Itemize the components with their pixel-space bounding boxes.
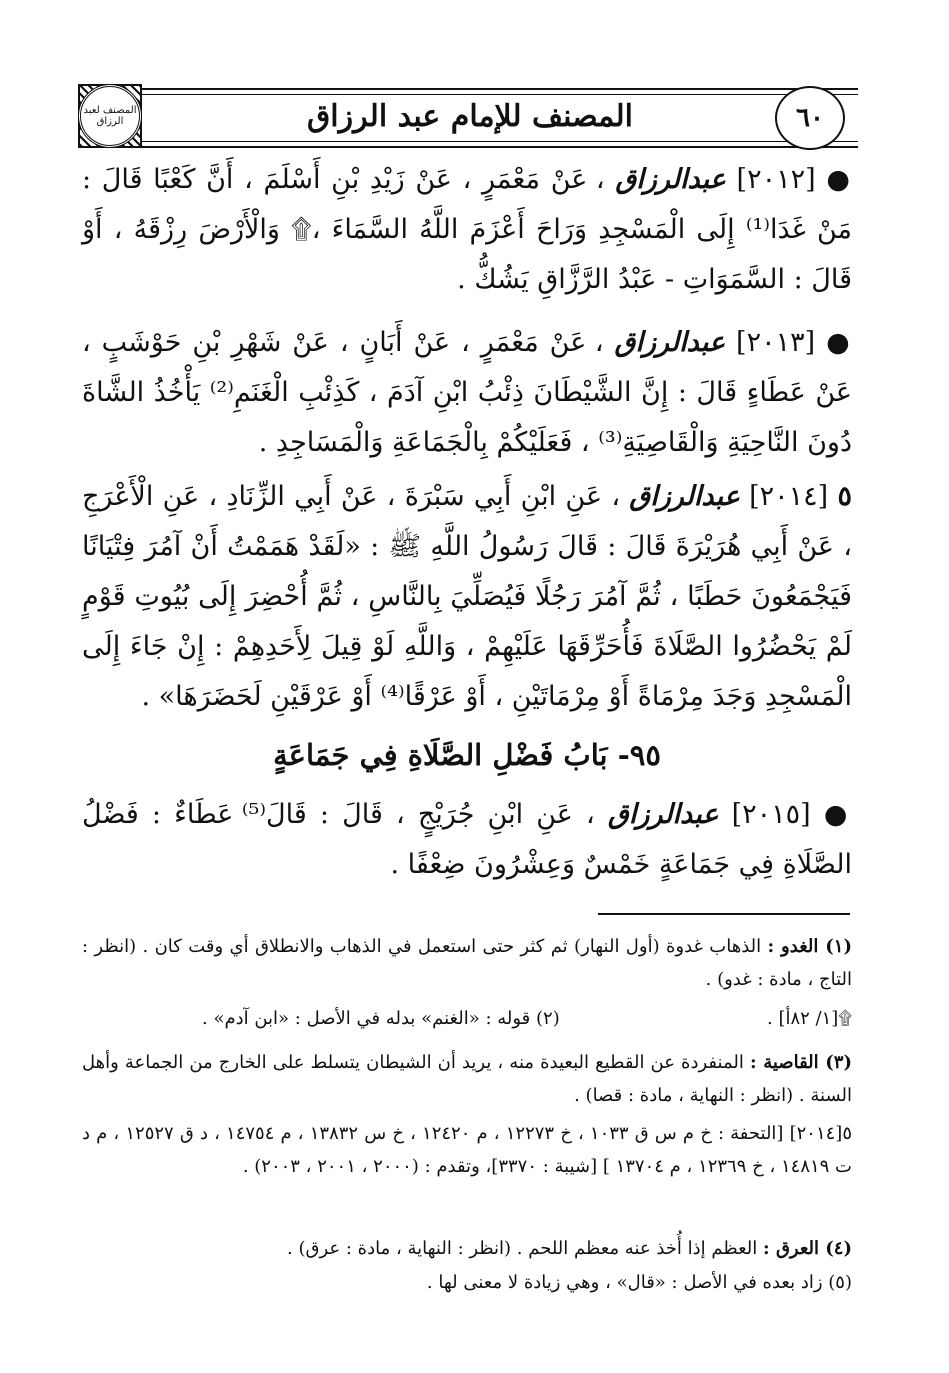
footnote-3 <box>82 1046 852 1112</box>
footnote-label: (٣) القاصية : <box>749 1052 852 1073</box>
page-number: ٦٠ <box>775 86 845 150</box>
footnote-text: العظم إذا أُخذ عنه معظم اللحم . (انظر : النهاية ، مادة : عرق) . <box>287 1238 758 1259</box>
hadith-number: [٢٠١٢] <box>736 164 816 195</box>
hadith-number: [٢٠١٤] <box>749 481 829 512</box>
chapter-heading: ٩٥- بَابُ فَضْلِ الصَّلَاةِ فِي جَمَاعَةٍ <box>273 738 661 772</box>
hadith-text: ، عَنِ ابْنِ جُرَيْجٍ ، قَالَ : قَالَ⁽⁵⁾ عَطَاءٌ : فَضْلُ الصَّلَاةِ فِي جَمَاعَةٍ خَمْسٌ وَعِشْرُونَ ضِعْفًا . <box>82 799 852 880</box>
narrator: عبدالرزاق <box>614 327 726 358</box>
footnote-divider <box>598 913 850 915</box>
bullet: ● <box>823 799 852 830</box>
footnote-5: (٥) زاد بعده في الأصل : «قال» ، وهي زيادة لا معنى لها . <box>426 1272 852 1293</box>
hadith-2012 <box>82 155 852 305</box>
medallion-icon: المصنف لعبد الرزاق <box>78 84 142 148</box>
narrator: عبدالرزاق <box>615 164 726 195</box>
footnote-2-row <box>82 1002 852 1035</box>
footnote-label: (٤) العرق : <box>763 1238 852 1259</box>
narrator: عبدالرزاق <box>607 799 719 830</box>
hadith-2014 <box>82 472 852 722</box>
footnote-text: الذهاب غدوة (أول النهار) ثم كثر حتى استعمل في الذهاب والانطلاق أي وقت كان . (انظر : التاج ، مادة : غدو) . <box>82 936 852 990</box>
hadith-2013 <box>82 318 852 468</box>
footnote-label: (١) الغدو : <box>767 936 852 957</box>
footnote-page-ref: ۩[١/ ٨٢أ] . <box>767 1008 852 1029</box>
footnote-takhrij: ٥[٢٠١٤] [التحفة : خ م س ق ١٠٣٣ ، خ ١٢٢٧٣ ، م ١٢٤٢٠ ، خ س ١٣٨٣٢ ، م ١٤٧٥٤ ، د ق ١٢٥٢٧ ، م د ت ١٤٨١٩ ، خ ١٢٣٦٩ ، م ١٣٧٠٤ ] [شيبة : ٣٣٧٠]، وتقدم : (٢٠٠٠ ، ٢٠٠١ ، ٢٠٠٣) . <box>82 1123 852 1177</box>
hadith-2015 <box>82 790 852 890</box>
running-title: المصنف للإمام عبد الرزاق <box>307 98 633 134</box>
footnote-text: (٢) قوله : «الغنم» بدله في الأصل : «ابن آدم» . <box>202 1008 560 1029</box>
bullet: ٥ <box>837 481 852 512</box>
hadith-number: [٢٠١٣] <box>736 327 816 358</box>
narrator: عبدالرزاق <box>629 481 740 512</box>
footnote-1 <box>82 930 852 996</box>
footnote-4 <box>82 1232 852 1265</box>
footnote-text: المنفردة عن القطيع البعيدة منه ، يريد أن الشيطان يتسلط على الخارج من الجماعة وأهل السنة . (انظر : النهاية ، مادة : قصا) . <box>82 1052 852 1106</box>
hadith-text: ، عَنِ ابْنِ أَبِي سَبْرَةَ ، عَنْ أَبِي الزِّنَادِ ، عَنِ الْأَعْرَجِ ، عَنْ أَبِي هُرَيْرَةَ قَالَ : قَالَ رَسُولُ اللَّهِ ﷺ : «لَقَدْ هَمَمْتُ أَنْ آمُرَ فِتْيَانًا فَيَجْمَعُونَ حَطَبًا ، ثُمَّ آمُرَ رَجُلًا فَيُصَلِّيَ بِالنَّاسِ ، ثُمَّ أُحْضِرَ إِلَى بُيُوتِ قَوْمٍ لَمْ يَحْضُرُوا الصَّلَاةَ فَأُحَرِّقَهَا عَلَيْهِمْ ، وَاللَّهِ لَوْ قِيلَ لِأَحَدِهِمْ : إِنْ جَاءَ إِلَى الْمَسْجِدِ وَجَدَ مِرْمَاةً أَوْ مِرْمَاتَيْنِ ، أَوْ عَرْقًا⁽⁴⁾ أَوْ عَرْقَيْنِ لَحَضَرَهَا» . <box>82 481 852 712</box>
hadith-text: ، عَنْ مَعْمَرٍ ، عَنْ أَبَانٍ ، عَنْ شَهْرِ بْنِ حَوْشَبٍ ، عَنْ عَطَاءٍ قَالَ : إِنَّ الشَّيْطَانَ ذِئْبُ ابْنِ آدَمَ ، كَذِئْبِ الْغَنَمِ⁽²⁾ يَأْخُذُ الشَّاةَ دُونَ النَّاحِيَةِ وَالْقَاصِيَةِ⁽³⁾ ، فَعَلَيْكُمْ بِالْجَمَاعَةِ وَالْمَسَاجِدِ . <box>82 327 852 458</box>
hadith-number: [٢٠١٥] <box>731 799 811 830</box>
hadith-text: ، عَنْ مَعْمَرٍ ، عَنْ زَيْدِ بْنِ أَسْلَمَ ، أَنَّ كَعْبًا قَالَ : مَنْ غَدَا⁽¹⁾ إِلَى الْمَسْجِدِ وَرَاحَ أَعْزَمَ اللَّهُ السَّمَاءَ ،۩ وَالْأَرْضَ رِزْقَهُ ، أَوْ قَالَ : السَّمَوَاتِ - عَبْدُ الرَّزَّاقِ يَشُكُّ . <box>82 164 852 295</box>
bullet: ● <box>826 327 852 358</box>
bullet: ● <box>826 164 852 195</box>
